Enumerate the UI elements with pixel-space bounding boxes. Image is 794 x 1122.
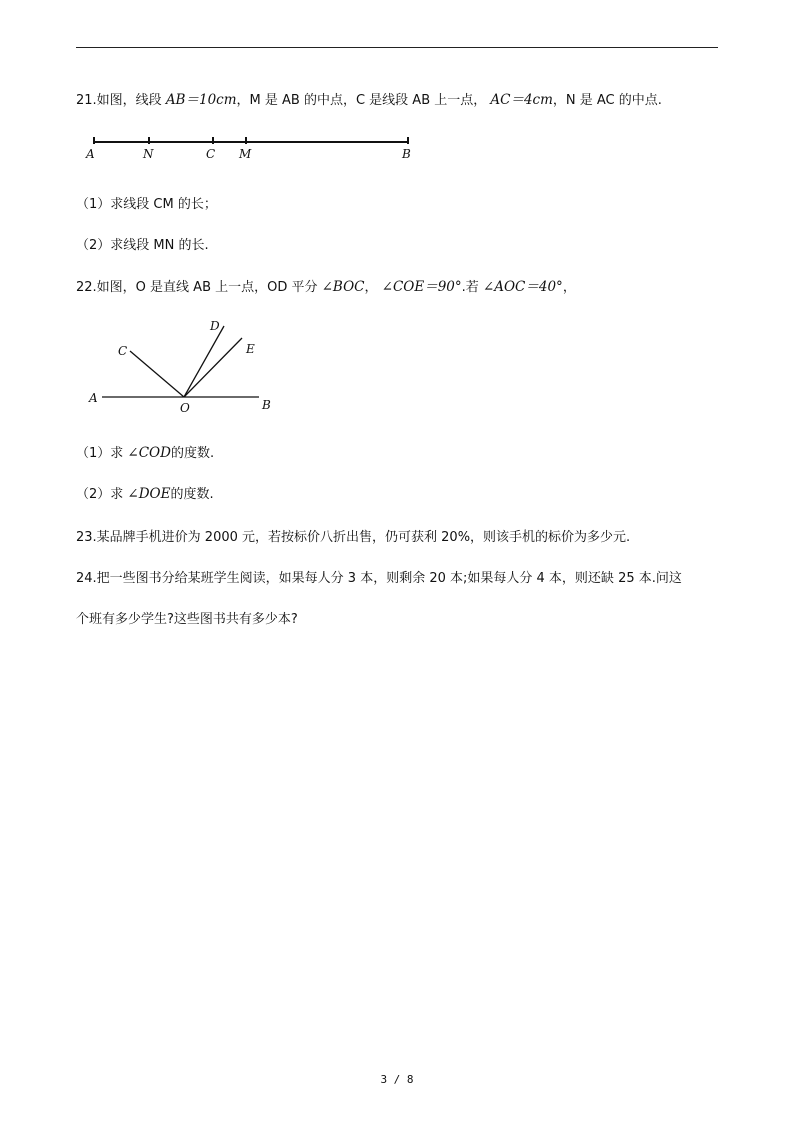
q22-sub1 (76, 442, 214, 461)
label-b: B (402, 147, 411, 161)
q22-sub2-math: ∠DOE (127, 486, 171, 502)
label-c: C (206, 147, 216, 161)
q22-sub2 (76, 483, 214, 502)
q22-suffix: ， (562, 280, 576, 295)
q22-mid: .若 (461, 280, 483, 295)
q24-line2: 个班有多少学生?这些图书共有多少本? (76, 612, 298, 627)
q22-sub1-pre: （1）求 (76, 446, 128, 461)
ray-oc (130, 351, 184, 397)
q21-math-ab: AB＝10cm (165, 92, 237, 108)
ray-oe (184, 338, 242, 397)
q22-math-coe: ∠COE＝90° (381, 279, 462, 295)
q24-line1: 24.把一些图书分给某班学生阅读，如果每人分 3 本，则剩余 20 本;如果每人分 4 本，则还缺 25 本.问这 (76, 571, 682, 586)
label-b: B (262, 398, 271, 412)
q21-math-ac: AC＝4cm (490, 92, 553, 108)
q22-sep: ， (364, 280, 382, 295)
q22-angle-figure (84, 314, 284, 418)
label-m: M (239, 147, 252, 161)
q23-text: 23.某品牌手机进价为 2000 元，若按标价八折出售，仍可获利 20%，则该手机的标价为多少元. (76, 530, 631, 545)
header-rule (76, 47, 718, 48)
q21-suffix: ，N 是 AC 的中点. (552, 93, 662, 108)
q22-sub2-pre: （2）求 (76, 487, 128, 502)
label-d: D (210, 319, 220, 333)
q22-stem (76, 275, 576, 295)
q21-segment-figure (80, 130, 420, 164)
q21-mid: ，M 是 AB 的中点，C 是线段 AB 上一点， (236, 93, 491, 108)
label-n: N (143, 147, 154, 161)
q22-sub1-math: ∠COD (127, 445, 171, 461)
label-a: A (89, 391, 98, 405)
label-e: E (246, 342, 255, 356)
q21-sub1: （1）求线段 CM 的长； (76, 197, 217, 212)
page-number: 3 / 8 (380, 1073, 414, 1086)
q22-math-boc: ∠BOC (321, 279, 365, 295)
q21-prefix: 21.如图，线段 (76, 93, 166, 108)
q22-prefix: 22.如图，O 是直线 AB 上一点，OD 平分 (76, 280, 322, 295)
label-o: O (180, 401, 190, 415)
q21-stem (76, 88, 662, 108)
label-c: C (118, 344, 128, 358)
q22-math-aoc: ∠AOC＝40° (482, 279, 563, 295)
q22-sub1-post: 的度数. (170, 446, 215, 461)
q21-sub2: （2）求线段 MN 的长. (76, 238, 209, 253)
q22-sub2-post: 的度数. (170, 487, 214, 502)
label-a: A (86, 147, 95, 161)
